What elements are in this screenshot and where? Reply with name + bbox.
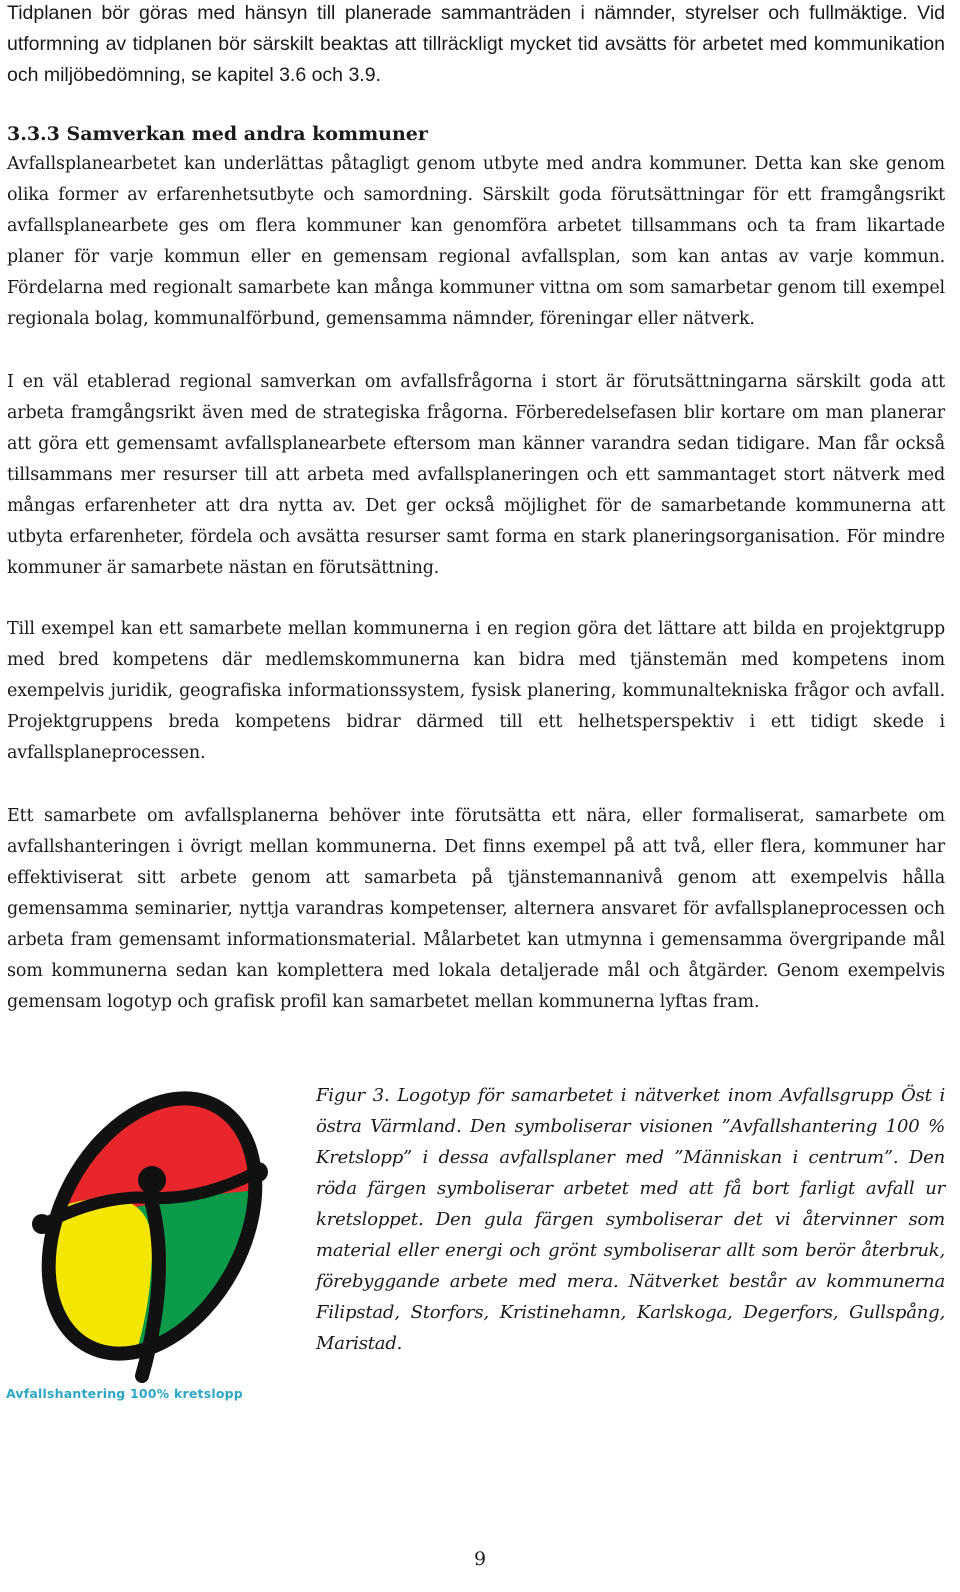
body-paragraph-2: I en väl etablerad regional samverkan om avfallsfrågorna i stort är förutsättningarna särskilt goda att arbeta framgångsrikt även med de strategiska frågorna. Förberedelsefasen blir kortare om man planerar att göra ett gemensamt avfallsplanearbete eftersom man känner varandra sedan tidigare. Man får också tillsammans mer resurser till att arbeta med avfallsplaneringen och ett sammantaget stort nätverk med mångas erfarenheter att dra nytta av. Det ger också möjlighet för de samarbetande kommunerna att utbyta erfarenheter, fördela och avsätta resurser samt forma en stark planeringsorganisation. För mindre kommuner är samarbete nästan en förutsättning.: [7, 372, 945, 578]
figure-hand-right: [248, 1162, 268, 1182]
page-number: 9: [473, 1548, 487, 1570]
body-paragraph-4: Ett samarbete om avfallsplanerna behöver inte förutsätta ett nära, eller formaliserat, samarbete om avfallshanteringen i övrigt mellan kommunerna. Det finns exempel på att två, eller flera, kommuner har effektiviserat sitt arbete genom att samarbeta på tjänstemannanivå genom att exempelvis hålla gemensamma seminarier, nyttja varandras kompetenser, alternera ansvaret för avfallsplaneprocessen och arbeta fram gemensamt informationsmaterial. Målarbetet kan utmynna i gemensamma övergripande mål som kommunerna sedan kan komplettera med lokala detaljerade mål och åtgärder. Genom exempelvis gemensam logotyp och grafisk profil kan samarbetet mellan kommunerna lyftas fram.: [7, 806, 945, 1012]
body-paragraph-1: Avfallsplanearbetet kan underlättas påtagligt genom utbyte med andra kommuner. Detta kan ske genom olika former av erfarenhetsutbyte och samordning. Särskilt goda förutsättningar för ett framgångsrikt avfallsplanearbete ges om flera kommuner kan genomföra arbetet tillsammans och ta fram likartade planer för varje kommun eller en gemensam regional avfallsplan, som kan antas av varje kommun. Fördelarna med regionalt samarbete kan många kommuner vittna om som samarbetar genom till exempel regionala bolag, kommunalförbund, gemensamma nämnder, föreningar eller nätverk.: [7, 154, 945, 329]
figure-hand-left: [32, 1214, 52, 1234]
body-paragraph-3: Till exempel kan ett samarbete mellan kommunerna i en region göra det lättare att bilda en projektgrupp med bred kompetens där medlemskommunerna kan bidra med tjänstemän med kompetens inom exempelvis juridik, geografiska informationssystem, fysisk planering, kommunaltekniska frågor och avfall. Projektgruppens breda kompetens bidrar därmed till ett helhetsperspektiv i ett tidigt skede i avfallsplaneprocessen.: [7, 619, 945, 763]
figure-caption: Figur 3. Logotyp för samarbetet i nätverket inom Avfallsgrupp Öst i östra Värmland. Den symboliserar visionen ”Avfallshantering 100 % Kretslopp” i dessa avfallsplaner med ”Människan i centrum”. Den röda färgen symboliserar arbetet med att få bort farligt avfall ur kretsloppet. Den gula färgen symboliserar det vi återvinner som material eller energi och grönt symboliserar allt som berör återbruk, förebyggande arbete med mera. Nätverket består av kommunerna Filipstad, Storfors, Kristinehamn, Karlskoga, Degerfors, Gullspång, Maristad.: [316, 1085, 945, 1354]
intro-paragraph: Tidplanen bör göras med hänsyn till planerade sammanträden i nämnder, styrelser och fullmäktige. Vid utformning av tidplanen bör särskilt beaktas att tillräckligt mycket tid avsätts för arbetet med kommunikation och miljöbedömning, se kapitel 3.6 och 3.9.: [7, 2, 945, 86]
network-logo: [2, 1076, 284, 1416]
figure-head: [138, 1166, 166, 1194]
yellow-segment: [2, 1198, 152, 1416]
logo-wordmark: Avfallshantering 100% kretslopp: [6, 1386, 243, 1401]
section-heading: 3.3.3 Samverkan med andra kommuner: [7, 123, 428, 145]
